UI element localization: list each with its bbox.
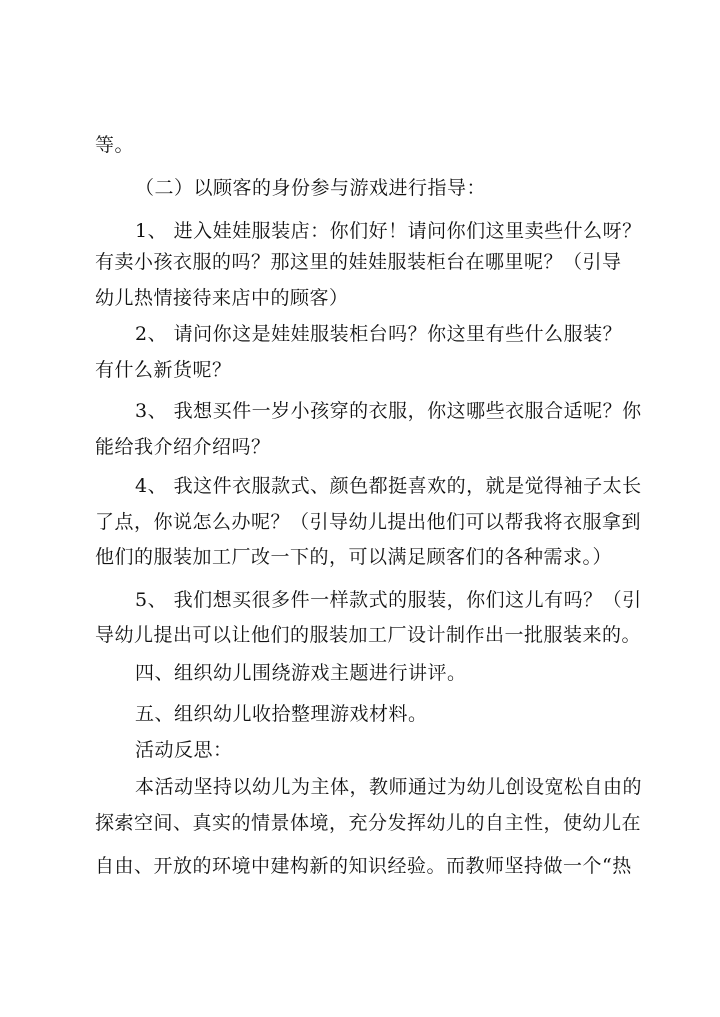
text-line: 2、 请问你这是娃娃服装柜台吗？你这里有些什么服装？: [135, 323, 623, 345]
text-line: 有什么新货呢？: [95, 359, 232, 381]
section-heading: 五、组织幼儿收拾整理游戏材料。: [135, 703, 428, 725]
section-heading: 活动反思：: [135, 739, 233, 761]
text-line: 等。: [95, 134, 135, 156]
section-heading: 四、组织幼儿围绕游戏主题进行讲评。: [135, 662, 467, 684]
section-heading: （二）以顾客的身份参与游戏进行指导：: [135, 177, 487, 199]
text-line: 3、 我想买件一岁小孩穿的衣服，你这哪些衣服合适呢？你: [135, 400, 642, 422]
text-line: 他们的服装加工厂改一下的，可以满足顾客们的各种需求。）: [95, 546, 613, 568]
text-line: 1、 进入娃娃服装店：你们好！请问你们这里卖些什么呀？: [135, 220, 642, 242]
text-line: 导幼儿提出可以让他们的服装加工厂设计制作出一批服装来的。: [95, 624, 642, 646]
text-line: 自由、开放的环境中建构新的知识经验。而教师坚持做一个“热: [95, 855, 632, 877]
text-line: 有卖小孩衣服的吗？那这里的娃娃服装柜台在哪里呢？（引导: [95, 251, 622, 273]
text-line: 了点，你说怎么办呢？（引导幼儿提出他们可以帮我将衣服拿到: [95, 511, 642, 533]
text-line: 能给我介绍介绍吗？: [95, 436, 271, 458]
text-line: 探索空间、真实的情景体境，充分发挥幼儿的自主性，使幼儿在: [95, 812, 642, 834]
text-line: 本活动坚持以幼儿为主体，教师通过为幼儿创设宽松自由的: [135, 776, 643, 798]
text-line: 5、 我们想买很多件一样款式的服装，你们这儿有吗？（引: [135, 589, 642, 611]
text-line: 4、 我这件衣服款式、颜色都挺喜欢的，就是觉得袖子太长: [135, 475, 642, 497]
text-line: 幼儿热情接待来店中的顾客）: [95, 287, 349, 309]
